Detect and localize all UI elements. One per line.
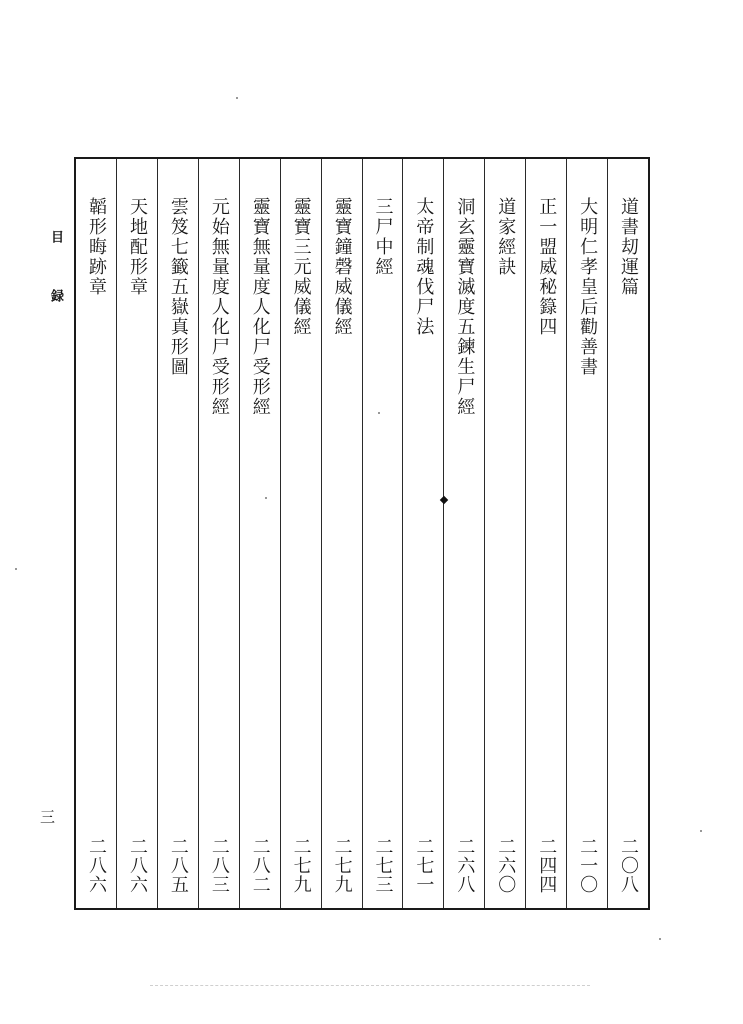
scan-speck <box>378 412 380 414</box>
toc-entry <box>484 159 525 908</box>
entry-page: 二八六 <box>86 837 108 894</box>
entry-title: 道家經訣 <box>495 197 517 277</box>
entry-title: 雲笈七籤五嶽真形圖 <box>167 197 189 377</box>
toc-entry <box>76 159 116 908</box>
toc-entry <box>402 159 443 908</box>
toc-entry <box>607 159 648 908</box>
scan-edge-line <box>150 985 590 987</box>
toc-entry <box>198 159 239 908</box>
entry-title: 靈寶三元威儀經 <box>290 197 312 337</box>
toc-entry <box>321 159 362 908</box>
entry-page: 二七九 <box>331 837 353 894</box>
toc-entry <box>157 159 198 908</box>
entry-title: 正一盟威秘籙四 <box>536 197 558 337</box>
entry-page: 二六〇 <box>495 837 517 894</box>
entry-page: 二六八 <box>454 837 476 894</box>
scan-speck <box>659 938 661 940</box>
toc-entry <box>443 159 484 908</box>
entry-title: 洞玄靈寶滅度五鍊生尸經 <box>454 197 476 417</box>
toc-entry <box>566 159 607 908</box>
section-label: 目録 <box>48 230 63 348</box>
entry-title: 靈寶鐘磬威儀經 <box>331 197 353 337</box>
toc-entry <box>239 159 280 908</box>
entry-page: 二四四 <box>536 837 558 894</box>
entry-page: 二八六 <box>126 837 148 894</box>
entry-title: 三尸中經 <box>372 197 394 277</box>
entry-title: 靈寶無量度人化尸受形經 <box>249 197 271 417</box>
toc-entry <box>280 159 321 908</box>
entry-page: 二〇八 <box>618 837 640 894</box>
entry-page: 二八五 <box>167 837 189 894</box>
scan-speck <box>15 568 17 570</box>
entry-title: 韜形晦跡章 <box>86 197 108 297</box>
entry-title: 天地配形章 <box>126 197 148 297</box>
entry-page: 二七九 <box>290 837 312 894</box>
entry-page: 二七一 <box>413 837 435 894</box>
toc-entry <box>116 159 157 908</box>
entry-title: 元始無量度人化尸受形經 <box>208 197 230 417</box>
scan-speck <box>265 497 267 499</box>
toc-entry <box>525 159 566 908</box>
entry-page: 二八二 <box>249 837 271 894</box>
toc-table <box>74 157 650 910</box>
entry-page: 二一〇 <box>577 837 599 894</box>
scan-speck <box>236 97 238 99</box>
entry-page: 二八三 <box>208 837 230 894</box>
entry-title: 太帝制魂伐尸法 <box>413 197 435 337</box>
toc-entry <box>362 159 403 908</box>
entry-title: 大明仁孝皇后勸善書 <box>577 197 599 377</box>
entry-title: 道書刧運篇 <box>618 197 640 297</box>
page-number: 三 <box>40 808 56 826</box>
entry-page: 二七三 <box>372 837 394 894</box>
scan-speck <box>700 830 702 832</box>
